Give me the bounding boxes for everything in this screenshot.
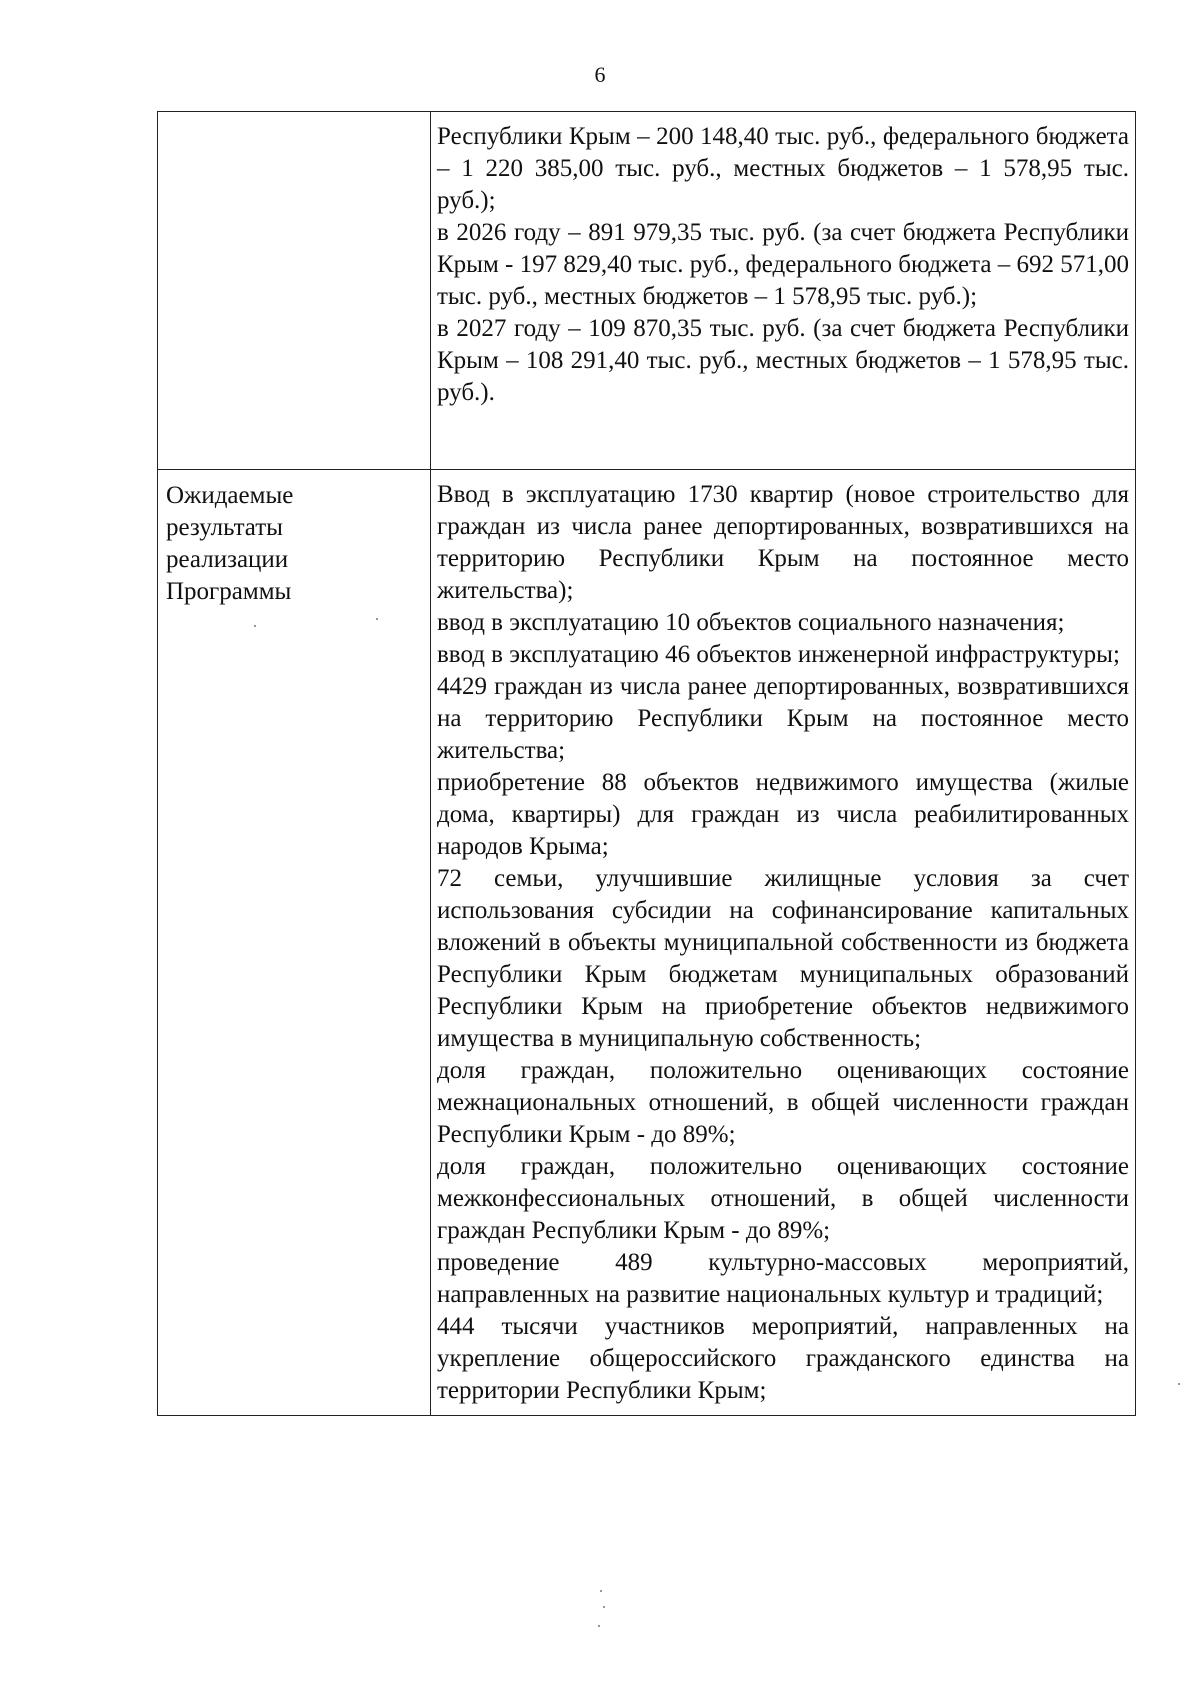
scan-speck [598,1625,600,1627]
label-line: реализации [166,546,289,573]
label-line: Программы [166,578,292,605]
program-passport-table [157,111,1136,1416]
result-item: приобретение 88 объектов недвижимого имущества (жилые дома, квартиры) для граждан из числа реабилитированных народов Крыма; [437,769,1129,860]
scan-speck [603,1606,605,1608]
result-item: ввод в эксплуатацию 10 объектов социального назначения; [437,609,1065,636]
table-row-funding [158,112,1136,470]
scan-speck [600,1590,602,1592]
funding-content-cell [431,112,1136,470]
expected-results-content-cell [431,470,1136,1416]
result-item: 4429 граждан из числа ранее депортированных, возвратившихся на территорию Республики Крым на постоянное место жительства; [437,673,1129,764]
funding-paragraph-2026: в 2026 году – 891 979,35 тыс. руб. (за счет бюджета Республики Крым - 197 829,40 тыс. руб., федерального бюджета – 692 571,00 тыс. руб., местных бюджетов – 1 578,95 тыс. руб.); [437,219,1129,310]
table-row-expected-results [158,470,1136,1416]
funding-paragraph-continued: Республики Крым – 200 148,40 тыс. руб., федерального бюджета – 1 220 385,00 тыс. руб., местных бюджетов – 1 578,95 тыс. руб.); [437,123,1129,214]
funding-paragraph-2027: в 2027 году – 109 870,35 тыс. руб. (за счет бюджета Республики Крым – 108 291,40 тыс. руб., местных бюджетов – 1 578,95 тыс. руб.). [437,315,1129,406]
result-item: 72 семьи, улучшившие жилищные условия за счет использования субсидии на софинансирование капитальных вложений в объекты муниципальной собственности из бюджета Республики Крым бюджетам муниципальных образований Республики Крым на приобретение объектов недвижимого имущества в муниципальную собственность; [437,865,1129,1052]
result-item: Ввод в эксплуатацию 1730 квартир (новое строительство для граждан из числа ранее депортированных, возвратившихся на территорию Республики Крым на постоянное место жительства); [437,481,1129,604]
result-item: доля граждан, положительно оценивающих состояние межконфессиональных отношений, в общей численности граждан Республики Крым - до 89%; [437,1153,1129,1244]
page-number: 6 [594,62,606,87]
result-item: ввод в эксплуатацию 46 объектов инженерной инфраструктуры; [437,641,1120,668]
scan-speck [376,618,378,620]
result-item: доля граждан, положительно оценивающих состояние межнациональных отношений, в общей численности граждан Республики Крым - до 89%; [437,1057,1129,1148]
scan-speck [1178,1383,1180,1385]
label-line: Ожидаемые [166,482,294,509]
row-label-empty [158,112,431,470]
result-item: проведение 489 культурно-массовых мероприятий, направленных на развитие национальных культур и традиций; [437,1249,1129,1308]
result-item: 444 тысячи участников мероприятий, направленных на укрепление общероссийского гражданского единства на территории Республики Крым; [437,1313,1129,1404]
label-line: результаты [166,514,283,541]
expected-results-label [158,470,431,1416]
scan-speck [254,625,256,627]
